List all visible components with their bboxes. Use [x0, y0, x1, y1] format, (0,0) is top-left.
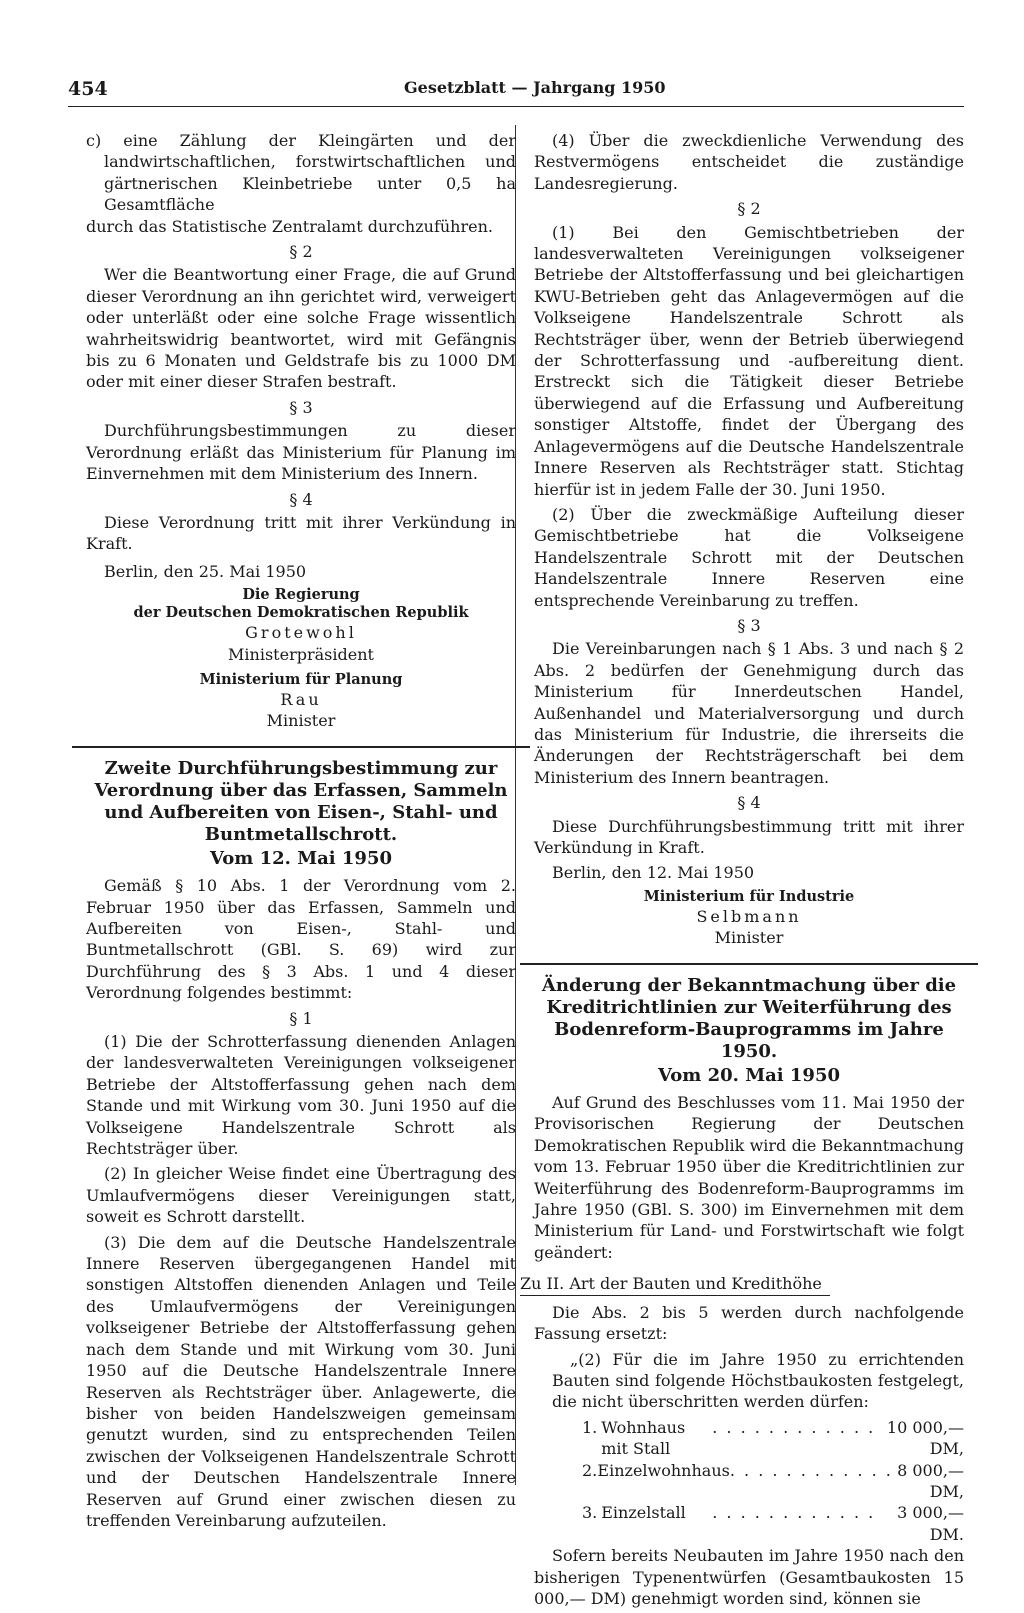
quote-block: [534, 1349, 964, 1546]
cost-amount: 8 000,— DM,: [897, 1460, 964, 1501]
signer-name: Rau: [280, 689, 322, 709]
paragraph: Die Vereinbarungen nach § 1 Abs. 3 und nach § 2 Abs. 2 bedürfen der Genehmigung durch das Ministerium für Innerdeutschen Handel, Außenhandel und Materialversorgung und durch das Ministerium für Industrie, die ihrerseits die Änderungen der Rechtsträgerschaft bei dem Ministerium des Innern beantragen.: [534, 639, 964, 787]
section-text: Wer die Beantwortung einer Frage, die auf Grund dieser Verordnung an ihn gerichtet wird, verweigert oder unterläßt oder eine solche Frage wissentlich wahrheitswidrig beantwortet, wird mit Gefängnis bis zu 6 Monaten und Geldstrafe bis zu 1000 DM oder mit einer dieser Strafen bestraft.: [86, 265, 516, 392]
document-title: Änderung der Bekanntmachung über die Kreditrichtlinien zur Weiterführung des Bodenreform-Bauprogramms im Jahre 1950.: [541, 974, 957, 1062]
paragraph: Die Abs. 2 bis 5 werden durch nachfolgende Fassung ersetzt:: [534, 1302, 964, 1344]
paragraph: (1) Bei den Gemischtbetrieben der landesverwalteten Vereinigungen volkseigener Betriebe der Altstofferfassung und bei gleichartigen KWU-Betrieben geht das Anlagevermögen auf die Volkseigene Handelszentrale Schrott als Rechtsträger über, wenn der Betrieb überwiegend der Schrotterfassung und -aufbereitung dient. Erstreckt sich die Tätigkeit dieser Betriebe überwiegend auf die Erfassung und Aufbereitung sonstiger Altstoffe, findet der Übergang des Anlagevermögens auf die Deutsche Handelszentrale Innere Reserven als Rechtsträger statt. Stichtag hierfür ist in jedem Falle der 30. Juni 1950.: [534, 222, 964, 499]
item-c-continuation: durch das Statistische Zentralamt durchzuführen.: [86, 216, 493, 236]
leader-dots: . . . . . . . . . . . .: [729, 1460, 893, 1480]
cost-row: [552, 1417, 964, 1460]
authority-line: Die Regierung: [242, 586, 360, 604]
cost-number: 3.: [582, 1503, 598, 1523]
paragraph: Diese Durchführungsbestimmung tritt mit ihrer Verkündung in Kraft.: [534, 816, 964, 857]
quote-text: „(2) Für die im Jahre 1950 zu errichtenden Bauten sind folgende Höchstbaukosten festgelegt, die nicht überschritten werden dürfen:: [552, 1349, 964, 1412]
section-rule: [520, 963, 978, 965]
document-intro: Gemäß § 10 Abs. 1 der Verordnung vom 2. Februar 1950 über das Erfassen, Sammeln und Aufbereiten von Eisen-, Stahl- und Buntmetallschrott (GBl. S. 69) wird zur Durchführung des § 3 Abs. 1 und 4 dieser Verordnung folgendes bestimmt:: [86, 876, 516, 1003]
document-date: Vom 12. Mai 1950: [209, 847, 392, 869]
signer-role: Minister: [266, 711, 336, 731]
cost-row: [552, 1502, 964, 1545]
section-heading: § 1: [289, 1008, 313, 1028]
section-heading: § 2: [737, 199, 761, 219]
running-title: Gesetzblatt — Jahrgang 1950: [404, 78, 666, 97]
paragraph: (2) Über die zweckmäßige Aufteilung dieser Gemischtbetriebe hat die Volkseigene Handelszentrale Schrott mit der Deutschen Handelszentrale Innere Reserven eine entsprechende Vereinbarung zu treffen.: [534, 504, 964, 610]
leader-dots: . . . . . . . . . . . .: [712, 1417, 876, 1437]
cost-row: [552, 1460, 964, 1503]
page-header: [68, 76, 964, 107]
right-column: [520, 130, 964, 1613]
signer-role: Ministerpräsident: [228, 644, 374, 664]
document-date: Vom 20. Mai 1950: [657, 1064, 840, 1086]
cost-label: Einzelwohnhaus: [597, 1460, 730, 1480]
page-number: 454: [68, 78, 108, 100]
section-rule: [72, 746, 530, 748]
signer-name: Grotewohl: [245, 623, 357, 643]
subsection-heading: Zu II. Art der Bauten und Kredithöhe: [520, 1273, 830, 1295]
document-title: Zweite Durchführungsbestimmung zur Verordnung über das Erfassen, Sammeln und Aufbereiten von Eisen-, Stahl- und Buntmetallschrott.: [94, 757, 508, 845]
cost-amount: 3 000,— DM.: [897, 1503, 964, 1544]
paragraph: (3) Die dem auf die Deutsche Handelszentrale Innere Reserven übergegangenen Handel mit sonstigen Altstoffen dienenden Anlagen und Teile des Umlaufvermögens der Vereinigungen volkseigener Betriebe der Altstofferfassung gehen nach dem Stande und mit Wirkung vom 30. Juni 1950 auf die Deutsche Handelszentrale Innere Reserven als Rechtsträger über. Anlagewerte, die bisher von beiden Handelszweigen gemeinsam genutzt wurden, sind zu entsprechenden Teilen zwischen der Volkseigenen Handelszentrale Schrott und der Deutschen Handelszentrale Innere Reserven auf Grund einer zwischen diesen zu treffenden Vereinbarung aufzuteilen.: [86, 1232, 516, 1530]
leader-dots: . . . . . . . . . . . .: [712, 1503, 876, 1523]
item-c: c) eine Zählung der Kleingärten und der landwirtschaftlichen, forstwirtschaftlichen und gärtnerischen Kleinbetriebe unter 0,5 ha Gesamtfläche: [86, 131, 516, 215]
cost-label: Einzelstall: [601, 1503, 686, 1523]
section-text: Durchführungsbestimmungen zu dieser Verordnung erläßt das Ministerium für Planung im Einvernehmen mit dem Ministerium des Innern.: [86, 421, 516, 484]
document-intro: Auf Grund des Beschlusses vom 11. Mai 1950 der Provisorischen Regierung der Deutschen Demokratischen Republik wird die Bekanntmachung vom 13. Februar 1950 über die Kreditrichtlinien zur Weiterführung des Bodenreform-Bauprogramms im Jahre 1950 (GBl. S. 300) im Einvernehmen mit dem Ministerium für Land- und Forstwirtschaft wie folgt geändert:: [534, 1093, 964, 1262]
section-heading: § 3: [737, 615, 761, 635]
section-heading: § 4: [289, 489, 313, 509]
paragraph: (1) Die der Schrotterfassung dienenden Anlagen der landesverwalteten Vereinigungen volkseigener Betriebe der Altstofferfassung gehen nach dem Stande und mit Wirkung vom 30. Juni 1950 auf die Volkseigene Handelszentrale Schrott als Rechtsträger über.: [86, 1032, 516, 1159]
cost-number: 2.: [582, 1460, 598, 1480]
section-heading: § 3: [289, 397, 313, 417]
section-text: Diese Verordnung tritt mit ihrer Verkündung in Kraft.: [86, 512, 516, 554]
section-heading: § 2: [289, 242, 313, 262]
place-date: Berlin, den 25. Mai 1950: [104, 561, 307, 581]
left-column: [86, 130, 516, 1535]
paragraph: Sofern bereits Neubauten im Jahre 1950 nach den bisherigen Typenentwürfen (Gesamtbaukosten 15 000,— DM) genehmigt worden sind, können sie: [534, 1546, 964, 1608]
place-date: Berlin, den 12. Mai 1950: [552, 863, 755, 883]
authority-line: der Deutschen Demokratischen Republik: [133, 604, 469, 622]
signer-name: Selbmann: [696, 906, 802, 926]
cost-label: Wohnhaus mit Stall: [601, 1417, 686, 1459]
cost-amount: 10 000,— DM,: [886, 1417, 964, 1459]
signer-role: Minister: [714, 928, 784, 948]
section-heading: § 4: [737, 793, 761, 813]
paragraph: (2) In gleicher Weise findet eine Übertragung des Umlaufvermögens dieser Vereinigungen statt, soweit es Schrott darstellt.: [86, 1164, 516, 1227]
authority-line: Ministerium für Industrie: [643, 887, 855, 905]
authority-line: Ministerium für Planung: [199, 670, 403, 688]
cost-number: 1.: [582, 1417, 598, 1437]
paragraph: (4) Über die zweckdienliche Verwendung des Restvermögens entscheidet die zuständige Landesregierung.: [534, 131, 964, 193]
